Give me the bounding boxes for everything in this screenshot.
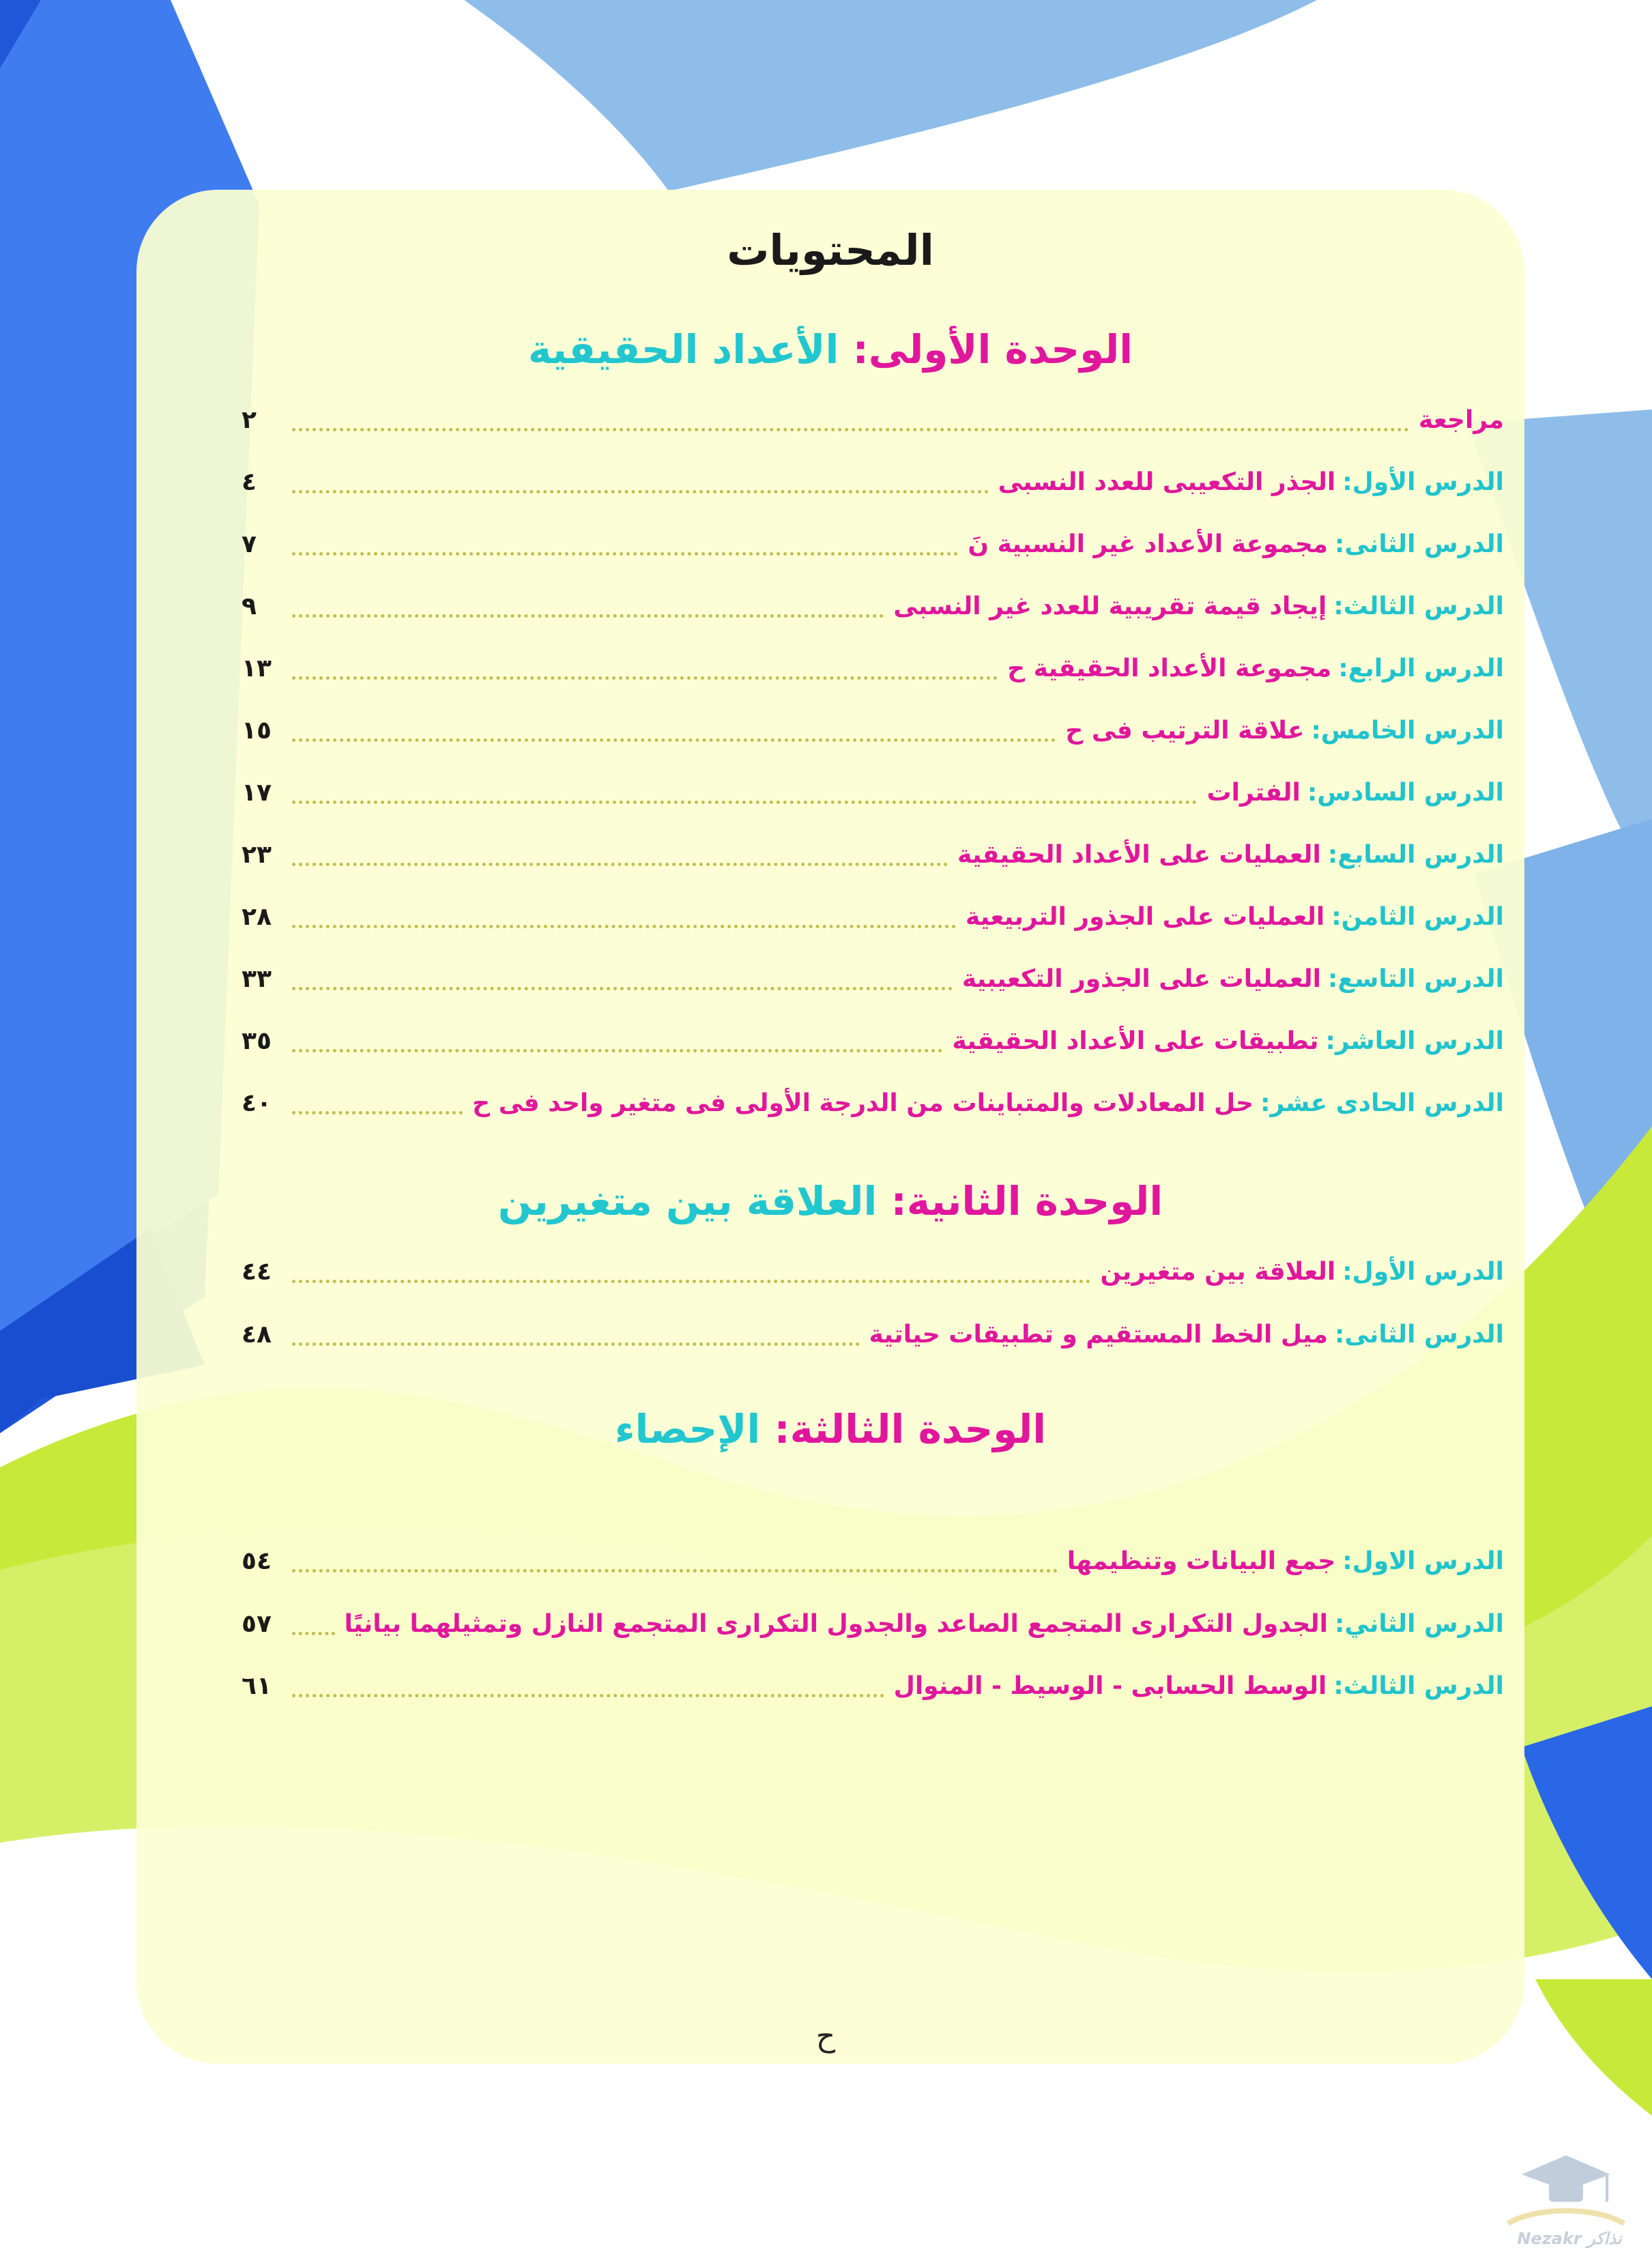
unit-name: الوحدة الثانية: xyxy=(890,1178,1163,1224)
lesson-number: الدرس الاول: xyxy=(1342,1547,1504,1575)
toc-row[interactable] xyxy=(242,586,1504,627)
page-number: ٤ xyxy=(242,468,257,496)
dot-leader xyxy=(292,925,956,928)
dot-leader xyxy=(292,676,998,680)
lesson-title: مجموعة الأعداد الحقيقية ح xyxy=(1007,655,1332,682)
page-number: ١٧ xyxy=(242,779,272,807)
lesson-number: الدرس الثانى: xyxy=(1335,530,1504,558)
unit-name: الوحدة الثالثة: xyxy=(774,1406,1047,1452)
page-title: المحتويات xyxy=(727,225,934,275)
toc-row[interactable] xyxy=(242,524,1504,565)
toc-row[interactable] xyxy=(242,1666,1504,1707)
dot-leader xyxy=(292,614,884,618)
toc-row[interactable] xyxy=(242,1604,1504,1645)
lesson-number: الدرس الثالث: xyxy=(1333,1672,1504,1700)
lesson-title: إيجاد قيمة تقريبية للعدد غير النسبى xyxy=(893,592,1327,620)
lesson-number: الدرس الحادى عشر: xyxy=(1260,1089,1504,1117)
dot-leader xyxy=(292,1569,1058,1572)
page-number: ٣٥ xyxy=(242,1027,272,1055)
lesson-title: الجذر التكعيبى للعدد النسبى xyxy=(998,468,1336,496)
lesson-title: مجموعة الأعداد غير النسبية نَ xyxy=(968,530,1328,558)
table-of-contents xyxy=(136,190,1524,2064)
page-number: ٥٤ xyxy=(242,1547,272,1575)
dot-leader xyxy=(292,1280,1090,1283)
lesson-number: الدرس الثامن: xyxy=(1331,903,1504,931)
page-number: ٧ xyxy=(242,530,257,558)
lesson-title: حل المعادلات والمتباينات من الدرجة الأولى فى متغير واحد فى ح xyxy=(472,1089,1254,1117)
page-number: ١٥ xyxy=(242,717,272,745)
lesson-title: الفترات xyxy=(1206,779,1301,807)
dot-leader xyxy=(292,1342,860,1346)
watermark-logo xyxy=(1494,2148,1638,2251)
toc-row[interactable] xyxy=(242,1314,1504,1355)
unit-topic: الإحصاء xyxy=(614,1406,761,1452)
unit-topic: العلاقة بين متغيرين xyxy=(497,1178,878,1224)
page-number: ٦١ xyxy=(242,1672,272,1700)
lesson-title: علاقة الترتيب فى ح xyxy=(1065,717,1305,745)
page-number: ٢٣ xyxy=(242,841,272,869)
watermark-text: Nezakr نذاكر xyxy=(1517,2229,1622,2248)
toc-row[interactable] xyxy=(242,959,1504,1000)
lesson-number: الدرس الأول: xyxy=(1342,468,1504,496)
lesson-number: الدرس السادس: xyxy=(1307,779,1504,807)
dot-leader xyxy=(292,490,989,493)
toc-row[interactable] xyxy=(242,648,1504,689)
lesson-title: جمع البيانات وتنظيمها xyxy=(1067,1547,1336,1575)
page-number: ٤٨ xyxy=(242,1321,272,1349)
dot-leader xyxy=(292,801,1197,804)
lesson-title: العلاقة بين متغيرين xyxy=(1100,1258,1336,1286)
page-number: ٢ xyxy=(242,406,257,434)
dot-leader xyxy=(292,1049,942,1052)
page-number: ٩ xyxy=(242,592,257,620)
dot-leader xyxy=(292,552,958,556)
lesson-title: الجدول التكرارى المتجمع الصاعد والجدول التكرارى المتجمع النازل وتمثيلهما بيانيًا xyxy=(344,1610,1328,1638)
unit-name: الوحدة الأولى: xyxy=(852,326,1133,373)
toc-row[interactable] xyxy=(242,897,1504,938)
toc-row[interactable] xyxy=(242,710,1504,751)
lesson-title: العمليات على الجذور التكعيبية xyxy=(961,965,1321,993)
toc-row[interactable] xyxy=(242,1541,1504,1582)
lesson-number: الدرس الرابع: xyxy=(1338,655,1504,682)
toc-row[interactable] xyxy=(242,773,1504,814)
lesson-title: الوسط الحسابى - الوسيط - المنوال xyxy=(893,1672,1327,1700)
lesson-number: الدرس الخامس: xyxy=(1311,717,1504,745)
lesson-number: الدرس الأول: xyxy=(1342,1258,1504,1286)
graduation-cap-icon xyxy=(1494,2148,1638,2230)
lesson-title: ميل الخط المستقيم و تطبيقات حياتية xyxy=(869,1321,1328,1349)
page-number: ٥٧ xyxy=(242,1610,272,1638)
page-number: ٤٠ xyxy=(242,1089,272,1117)
toc-row[interactable] xyxy=(242,1021,1504,1062)
lesson-title: تطبيقات على الأعداد الحقيقية xyxy=(952,1027,1319,1055)
page-letter: ح xyxy=(815,2019,836,2054)
lesson-number: الدرس العاشر: xyxy=(1325,1027,1504,1055)
lesson-number: الدرس الثالث: xyxy=(1333,592,1504,620)
lesson-number: الدرس الثاني: xyxy=(1335,1610,1504,1638)
page-number: ٤٤ xyxy=(242,1258,272,1286)
lesson-number: الدرس الثانى: xyxy=(1335,1321,1504,1349)
dot-leader xyxy=(292,428,1409,431)
dot-leader xyxy=(292,987,953,990)
toc-row-review[interactable] xyxy=(242,400,1504,441)
unit-heading-3 xyxy=(136,1406,1524,1452)
dot-leader xyxy=(292,1694,884,1697)
page-number: ١٣ xyxy=(242,655,272,682)
lesson-title: العمليات على الجذور التربيعية xyxy=(965,903,1325,931)
lesson-title: العمليات على الأعداد الحقيقية xyxy=(957,841,1321,869)
dot-leader xyxy=(292,1111,463,1115)
toc-row[interactable] xyxy=(242,1252,1504,1293)
toc-row[interactable] xyxy=(242,835,1504,876)
lesson-number: الدرس السابع: xyxy=(1327,841,1504,869)
dot-leader xyxy=(292,1632,335,1635)
dot-leader xyxy=(292,738,1056,742)
page-number: ٣٣ xyxy=(242,965,272,993)
toc-row[interactable] xyxy=(242,1083,1504,1124)
review-title: مراجعة xyxy=(1418,406,1504,434)
unit-heading-1 xyxy=(136,326,1524,373)
lesson-number: الدرس التاسع: xyxy=(1327,965,1504,993)
toc-row[interactable] xyxy=(242,462,1504,503)
dot-leader xyxy=(292,863,948,866)
unit-topic: الأعداد الحقيقية xyxy=(527,326,839,373)
unit-heading-2 xyxy=(136,1178,1524,1224)
page-number: ٢٨ xyxy=(242,903,272,931)
